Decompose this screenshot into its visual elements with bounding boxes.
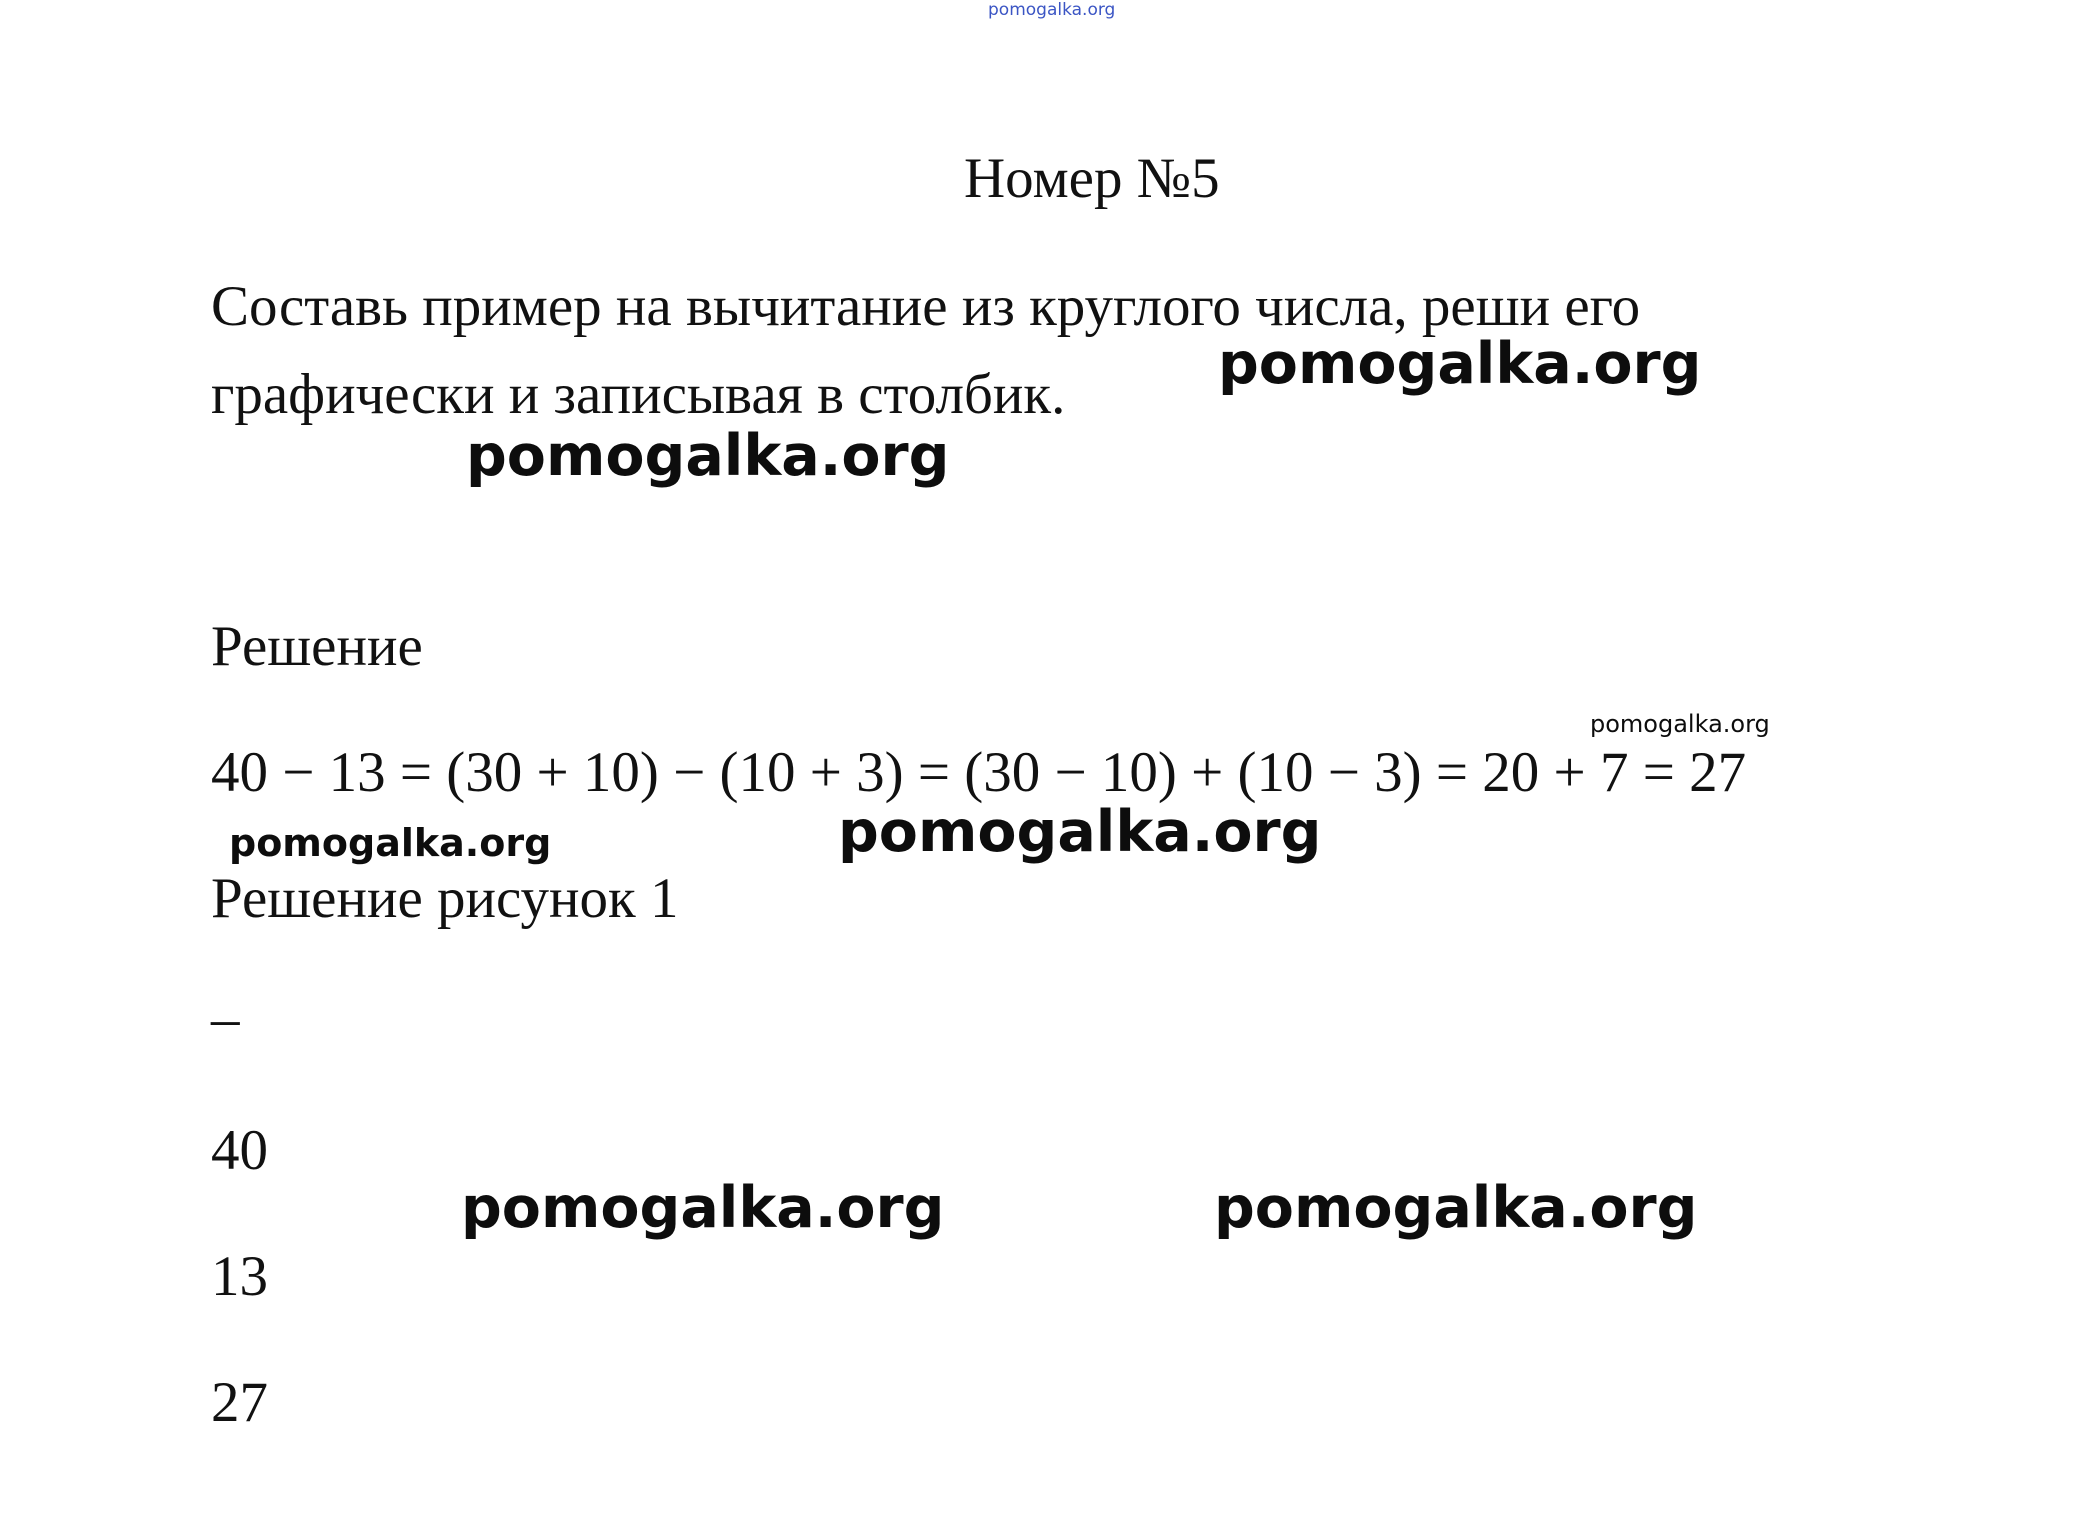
- watermark: pomogalka.org: [838, 799, 1322, 865]
- task-text-line-1: Составь пример на вычитание из круглого числа, реши его: [211, 275, 1641, 338]
- solution-heading: Решение: [211, 615, 423, 678]
- figure-label: Решение рисунок 1: [211, 867, 679, 930]
- task-text-line-2: графически и записывая в столбик.: [211, 363, 1066, 426]
- watermark: pomogalka.org: [229, 821, 552, 865]
- column-minus-sign: –: [211, 987, 240, 1050]
- solution-equation: 40 − 13 = (30 + 10) − (10 + 3) = (30 − 10) + (10 − 3) = 20 + 7 = 27: [211, 741, 1747, 804]
- column-subtrahend: 13: [211, 1245, 268, 1308]
- watermark: pomogalka.org: [1214, 1175, 1698, 1241]
- watermark: pomogalka.org: [1218, 331, 1702, 397]
- column-minuend: 40: [211, 1119, 268, 1182]
- column-result: 27: [211, 1371, 268, 1434]
- page-title: Номер №5: [964, 147, 1220, 210]
- watermark: pomogalka.org: [1590, 710, 1770, 738]
- watermark-top: pomogalka.org: [988, 0, 1116, 20]
- watermark: pomogalka.org: [461, 1175, 945, 1241]
- watermark: pomogalka.org: [466, 423, 950, 489]
